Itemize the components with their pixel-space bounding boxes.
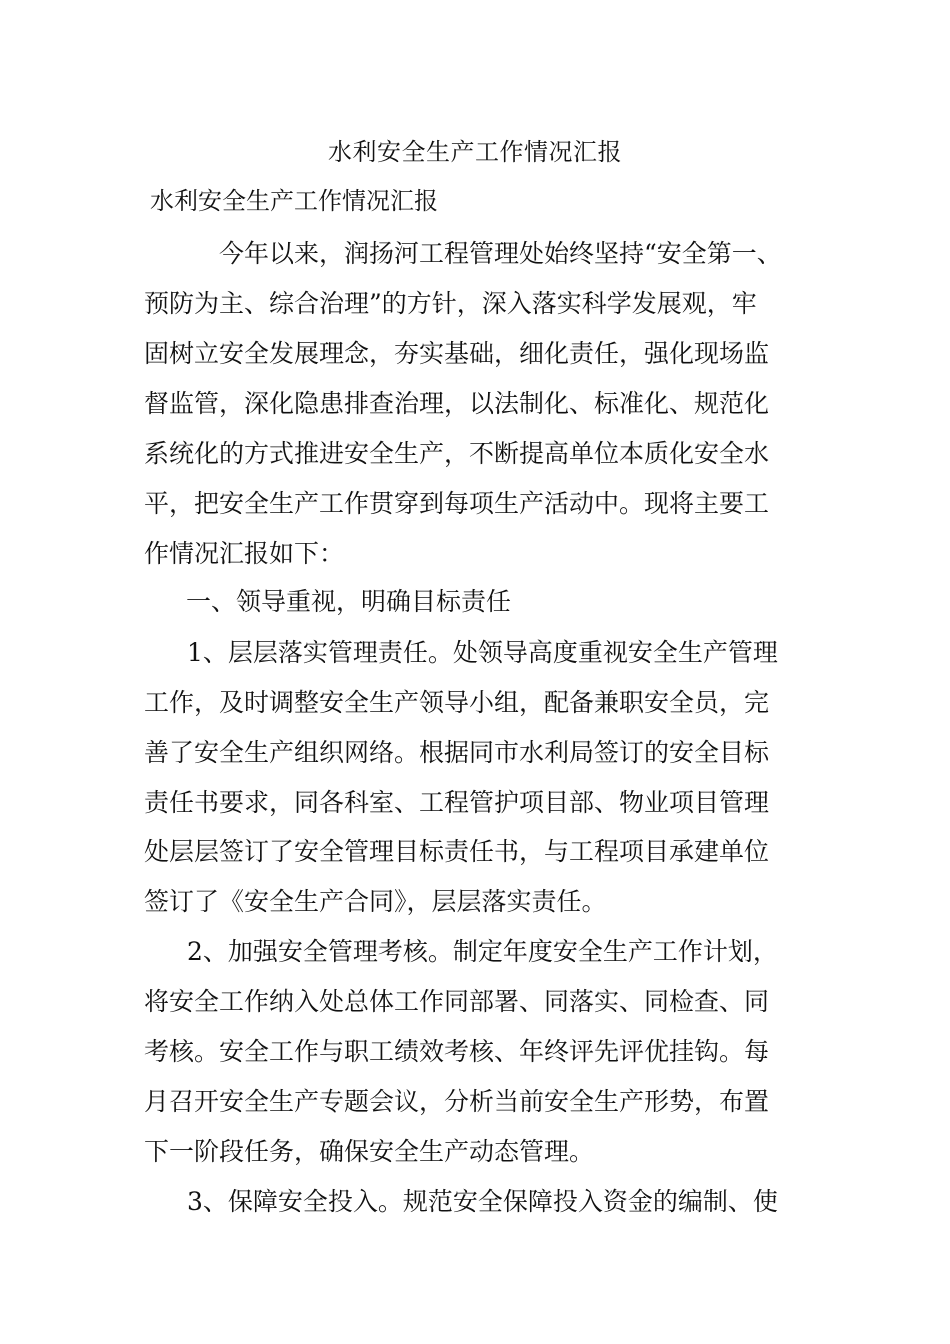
paragraph-line: 签订了《安全生产合同》，层层落实责任。 — [144, 887, 607, 916]
paragraph-line: 3、保障安全投入。规范安全保障投入资金的编制、使 — [187, 1187, 778, 1216]
paragraph-line: 将安全工作纳入处总体工作同部署、同落实、同检查、同 — [144, 987, 770, 1016]
paragraph-line: 预防为主、综合治理”的方针，深入落实科学发展观，牢 — [144, 289, 757, 318]
paragraph-line: 责任书要求，同各科室、工程管护项目部、物业项目管理 — [144, 788, 770, 817]
paragraph-line: 作情况汇报如下： — [144, 539, 345, 568]
paragraph-line: 今年以来，润扬河工程管理处始终坚持“安全第一、 — [219, 239, 782, 268]
paragraph-line: 下一阶段任务，确保安全生产动态管理。 — [144, 1137, 595, 1166]
document-title: 水利安全生产工作情况汇报 — [328, 138, 622, 166]
section-heading: 一、领导重视，明确目标责任 — [186, 587, 512, 616]
paragraph-line: 处层层签订了安全管理目标责任书，与工程项目承建单位 — [144, 837, 770, 866]
document-subtitle: 水利安全生产工作情况汇报 — [150, 187, 438, 215]
paragraph-line: 工作，及时调整安全生产领导小组，配备兼职安全员，完 — [144, 688, 770, 717]
paragraph-line: 平，把安全生产工作贯穿到每项生产活动中。现将主要工 — [144, 489, 770, 518]
paragraph-line: 系统化的方式推进安全生产，不断提高单位本质化安全水 — [144, 439, 770, 468]
paragraph-line: 1、层层落实管理责任。处领导高度重视安全生产管理 — [187, 638, 778, 667]
paragraph-line: 2、加强安全管理考核。制定年度安全生产工作计划， — [187, 937, 778, 966]
paragraph-line: 考核。安全工作与职工绩效考核、年终评先评优挂钩。每 — [144, 1037, 770, 1066]
paragraph-line: 善了安全生产组织网络。根据同市水利局签订的安全目标 — [144, 738, 770, 767]
paragraph-line: 督监管，深化隐患排查治理，以法制化、标准化、规范化 — [144, 389, 770, 418]
paragraph-line: 月召开安全生产专题会议，分析当前安全生产形势，布置 — [144, 1087, 770, 1116]
paragraph-line: 固树立安全发展理念，夯实基础，细化责任，强化现场监 — [144, 339, 770, 368]
